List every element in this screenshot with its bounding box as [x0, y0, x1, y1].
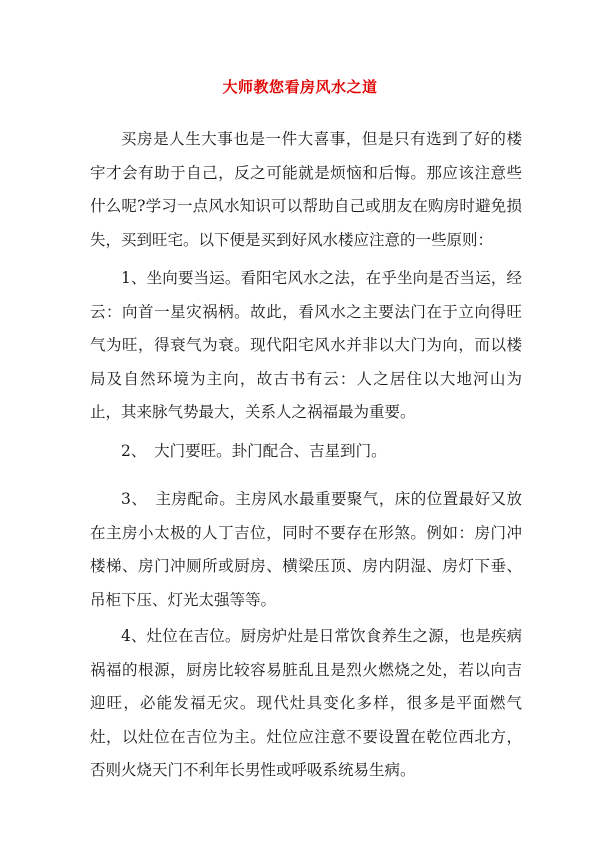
- paragraph-principle-4: 4、灶位在吉位。厨房炉灶是日常饮食养生之源，也是疾病祸福的根源，厨房比较容易脏乱且是烈火燃烧之处，若以向吉迎旺，必能发福无灾。现代灶具变化多样，很多是平面燃气灶，以灶位在吉位为主。灶位应注意不要设置在乾位西北方，否则火烧天门不利年长男性或呼吸系统易生病。: [90, 627, 522, 779]
- paragraph-principle-1: 1、坐向要当运。看阳宅风水之法，在乎坐向是否当运，经云：向首一星灾祸柄。故此，看风水之主要法门在于立向得旺气为旺，得衰气为衰。现代阳宅风水并非以大门为向，而以楼局及自然环境为主向，故古书有云：人之居住以大地河山为止，其来脉气势最大，关系人之祸福最为重要。: [90, 269, 522, 421]
- paragraph-intro: 买房是人生大事也是一件大喜事，但是只有选到了好的楼宇才会有助于自己，反之可能就是烦恼和后悔。那应该注意些什么呢?学习一点风水知识可以帮助自己或朋友在购房时避免损失，买到旺宅。以下便是买到好风水楼应注意的一些原则：: [90, 130, 522, 249]
- paragraph-principle-2: 2、 大门要旺。卦门配合、吉星到门。: [121, 442, 387, 460]
- paragraph-principle-3: 3、 主房配命。主房风水最重要聚气，床的位置最好又放在主房小太极的人丁吉位，同时不要存在形煞。例如：房门冲楼梯、房门冲厕所或厨房、横梁压顶、房内阴湿、房灯下垂、吊柜下压、灯光太强等等。: [90, 490, 522, 609]
- page-title: 大师教您看房风水之道: [222, 78, 378, 96]
